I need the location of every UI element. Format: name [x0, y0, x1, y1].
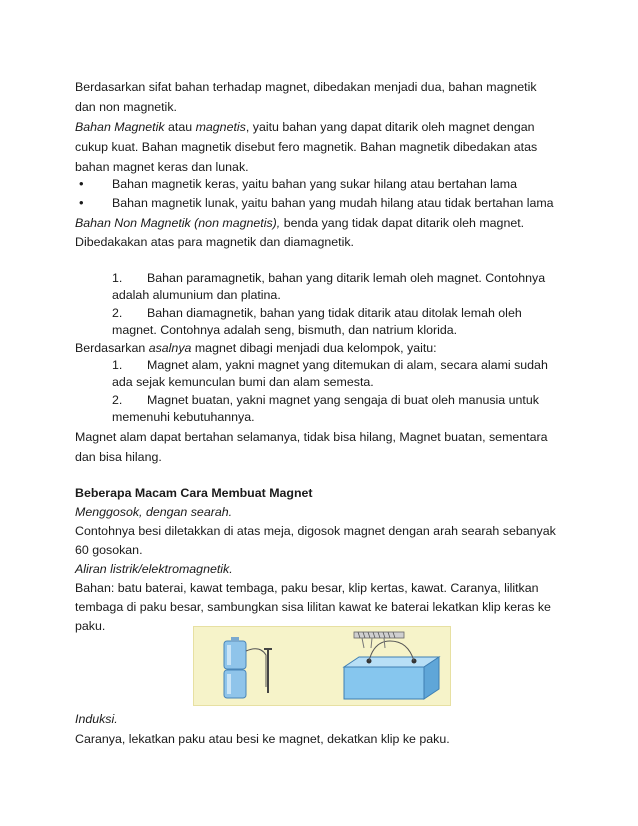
list-number: 1.: [112, 358, 123, 372]
battery-cells-icon: [224, 637, 246, 698]
paragraph-summary-line-2: dan bisa hilang.: [75, 450, 162, 464]
method-title-induction: Induksi.: [75, 712, 118, 726]
method-title-rubbing: Menggosok, dengan searah.: [75, 505, 233, 519]
method-electromagnetic-line-2: tembaga di paku besar, sambungkan sisa lilitan kawat ke baterai lekatkan klip keras ke: [75, 600, 551, 614]
bullet-item: Bahan magnetik lunak, yaitu bahan yang mudah hilang atau tidak bertahan lama: [112, 196, 554, 210]
text-fragment: magnet dibagi menjadi dua kelompok, yaitu:: [191, 341, 437, 355]
term-bahan-magnetik: Bahan Magnetik: [75, 120, 165, 134]
list-number: 2.: [112, 393, 123, 407]
term-magnetis: magnetis: [195, 120, 246, 134]
electromagnet-diagram-svg: [194, 627, 450, 705]
method-title-electromagnetic: Aliran listrik/elektromagnetik.: [75, 562, 233, 576]
list-number: 2.: [112, 306, 123, 320]
list-item-line: Magnet buatan, yakni magnet yang sengaja di buat oleh manusia untuk: [147, 393, 539, 407]
term-bahan-non-magnetik: Bahan Non Magnetik (non magnetis),: [75, 216, 281, 230]
paragraph-summary-line-1: Magnet alam dapat bertahan selamanya, tidak bisa hilang, Magnet buatan, sementara: [75, 430, 548, 444]
text-fragment: benda yang tidak dapat ditarik oleh magnet.: [280, 216, 525, 230]
paragraph-magnetic-line-2: cukup kuat. Bahan magnetik disebut fero magnetik. Bahan magnetik dibedakan atas: [75, 140, 538, 154]
text-fragment: atau: [164, 120, 196, 134]
method-electromagnetic-line-3: paku.: [75, 619, 106, 633]
bullet-dot: •: [79, 195, 84, 210]
battery-box-icon: [344, 657, 439, 699]
method-induction-line-1: Caranya, lekatkan paku atau besi ke magnet, dekatkan klip ke paku.: [75, 732, 450, 746]
list-item-line: Bahan paramagnetik, bahan yang ditarik lemah oleh magnet. Contohnya: [147, 271, 546, 285]
list-item-line: Magnet alam, yakni magnet yang ditemukan di alam, secara alami sudah: [147, 358, 548, 372]
text-fragment: , yaitu bahan yang dapat ditarik oleh magnet dengan: [245, 120, 535, 134]
text-fragment: Berdasarkan: [75, 341, 149, 355]
paragraph-magnetic-line-1: [75, 119, 535, 135]
list-number: 1.: [112, 271, 123, 285]
nail-icon: [264, 649, 272, 693]
list-item-line: Bahan diamagnetik, bahan yang tidak ditarik atau ditolak lemah oleh: [147, 306, 522, 320]
coiled-nail-icon: [354, 632, 404, 638]
bullet-dot: •: [79, 176, 84, 191]
term-asalnya: asalnya: [148, 341, 192, 355]
paragraph-nonmagnetic-line-1: [75, 215, 524, 231]
paragraph-intro-line-2: dan non magnetik.: [75, 100, 177, 114]
list-item-line: magnet. Contohnya adalah seng, bismuth, dan natrium klorida.: [112, 323, 458, 337]
section-heading: Beberapa Macam Cara Membuat Magnet: [75, 486, 313, 500]
list-item-line: memenuhi kebutuhannya.: [112, 410, 255, 424]
paragraph-nonmagnetic-line-2: Dibedakakan atas para magnetik dan diamagnetik.: [75, 235, 354, 249]
paragraph-intro-line-1: Berdasarkan sifat bahan terhadap magnet, dibedakan menjadi dua, bahan magnetik: [75, 80, 537, 94]
method-rubbing-line-2: 60 gosokan.: [75, 543, 143, 557]
list-item-line: adalah alumunium dan platina.: [112, 288, 281, 302]
bullet-item: Bahan magnetik keras, yaitu bahan yang sukar hilang atau bertahan lama: [112, 177, 518, 191]
method-rubbing-line-1: Contohnya besi diletakkan di atas meja, digosok magnet dengan arah searah sebanyak: [75, 524, 556, 538]
list-item-line: ada sejak kemunculan bumi dan alam semesta.: [112, 375, 374, 389]
electromagnet-illustration: [193, 626, 451, 706]
paragraph-magnetic-line-3: bahan magnet keras dan lunak.: [75, 160, 249, 174]
paragraph-origin: [75, 340, 437, 356]
method-electromagnetic-line-1: Bahan: batu baterai, kawat tembaga, paku besar, klip kertas, kawat. Caranya, lilitkan: [75, 581, 539, 595]
